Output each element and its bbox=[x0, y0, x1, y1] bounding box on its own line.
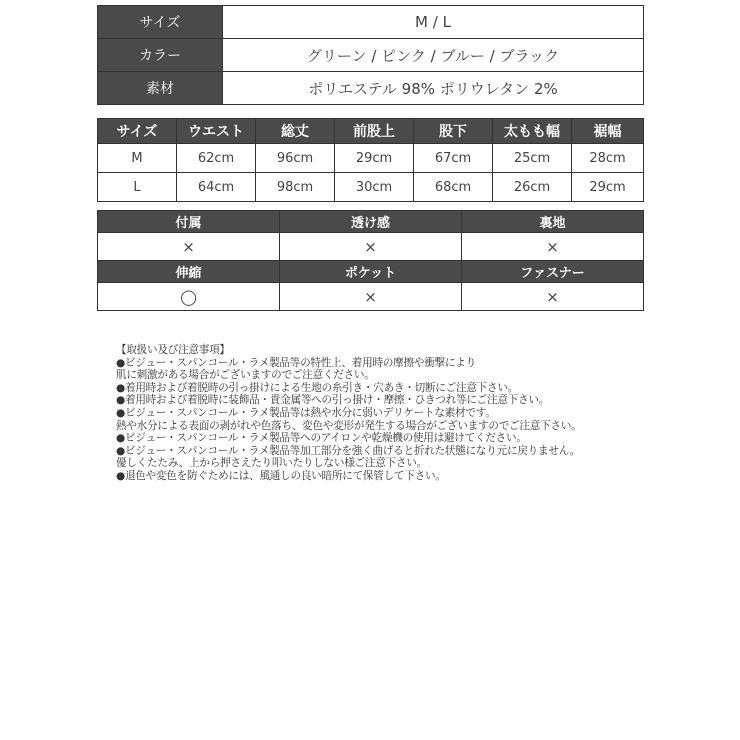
table-row bbox=[98, 144, 644, 173]
size-cell: 96cm bbox=[256, 144, 335, 173]
size-cell: 64cm bbox=[177, 173, 256, 202]
feature-value: × bbox=[280, 283, 462, 311]
size-cell: 29cm bbox=[572, 173, 644, 202]
feature-header: ファスナー bbox=[462, 261, 644, 283]
spec-table bbox=[97, 5, 644, 105]
features-header-row bbox=[98, 211, 644, 233]
spec-label: サイズ bbox=[98, 6, 223, 39]
note-line: ●ビジュー・スパンコール・ラメ製品等へのアイロンや乾燥機の使用は避けてください。 bbox=[116, 432, 527, 445]
spec-value: ポリエステル 98% ポリウレタン 2% bbox=[223, 72, 644, 105]
size-header: サイズ bbox=[98, 119, 177, 144]
spec-value: グリーン / ピンク / ブルー / ブラック bbox=[223, 39, 644, 72]
spec-row-material bbox=[98, 72, 644, 105]
feature-value: × bbox=[98, 233, 280, 261]
note-line: ●退色や変色を防ぐためには、風通しの良い暗所にて保管して下さい。 bbox=[116, 469, 446, 482]
note-line: 肌に刺激がある場合がございますのでご注意ください。 bbox=[116, 369, 375, 382]
note-line: ●ビジュー・スパンコール・ラメ製品等加工部分を強く曲げると折れた状態になり元に戻りません。 bbox=[116, 444, 581, 457]
feature-header: 伸縮 bbox=[98, 261, 280, 283]
spec-row-color bbox=[98, 39, 644, 72]
size-cell: 67cm bbox=[414, 144, 493, 173]
feature-value: × bbox=[462, 233, 644, 261]
size-header: ウエスト bbox=[177, 119, 256, 144]
note-line: ●ビジュー・スパンコール・ラメ製品等は熱や水分に弱いデリケートな素材です。 bbox=[116, 406, 496, 419]
size-header: 太もも幅 bbox=[493, 119, 572, 144]
table-row bbox=[98, 173, 644, 202]
note-line: ●ビジュー・スパンコール・ラメ製品等の特性上、着用時の摩擦や衝撃により bbox=[116, 356, 476, 369]
features-value-row bbox=[98, 233, 644, 261]
spec-value: M / L bbox=[223, 6, 644, 39]
size-header-row bbox=[98, 119, 644, 144]
features-table bbox=[97, 210, 644, 311]
size-table bbox=[97, 118, 644, 202]
spec-label: カラー bbox=[98, 39, 223, 72]
feature-value: × bbox=[462, 283, 644, 311]
size-header: 裾幅 bbox=[572, 119, 644, 144]
size-cell: M bbox=[98, 144, 177, 173]
size-cell: L bbox=[98, 173, 177, 202]
feature-header: 付属 bbox=[98, 211, 280, 233]
notes-title: 【取扱い及び注意事項】 bbox=[116, 344, 230, 356]
spec-row-size bbox=[98, 6, 644, 39]
size-cell: 28cm bbox=[572, 144, 644, 173]
size-cell: 25cm bbox=[493, 144, 572, 173]
feature-header: ポケット bbox=[280, 261, 462, 283]
size-cell: 29cm bbox=[335, 144, 414, 173]
feature-header: 透け感 bbox=[280, 211, 462, 233]
size-header: 総丈 bbox=[256, 119, 335, 144]
size-cell: 68cm bbox=[414, 173, 493, 202]
feature-header: 裏地 bbox=[462, 211, 644, 233]
spec-label: 素材 bbox=[98, 72, 223, 105]
note-line: ●着用時および着脱時に装飾品・貴金属等への引っ掛け・摩擦・ひきつれ等にご注意下さい。 bbox=[116, 394, 550, 407]
size-cell: 62cm bbox=[177, 144, 256, 173]
note-line: 熱や水分による表面の剥がれや色落ち、変色や変形が発生する場合がございますのでご注意下さい。 bbox=[116, 419, 582, 432]
note-line: ●着用時および着脱時の引っ掛けによる生地の糸引き・穴あき・切断にご注意下さい。 bbox=[116, 381, 519, 394]
care-notes bbox=[116, 344, 636, 483]
feature-value: × bbox=[280, 233, 462, 261]
features-header-row bbox=[98, 261, 644, 283]
size-header: 股下 bbox=[414, 119, 493, 144]
size-cell: 30cm bbox=[335, 173, 414, 202]
note-line: 優しくたたみ、上から押さえたり叩いたりしない様ご注意下さい。 bbox=[116, 457, 427, 470]
features-value-row bbox=[98, 283, 644, 311]
feature-value: ◯ bbox=[98, 283, 280, 311]
size-header: 前股上 bbox=[335, 119, 414, 144]
size-cell: 98cm bbox=[256, 173, 335, 202]
size-cell: 26cm bbox=[493, 173, 572, 202]
